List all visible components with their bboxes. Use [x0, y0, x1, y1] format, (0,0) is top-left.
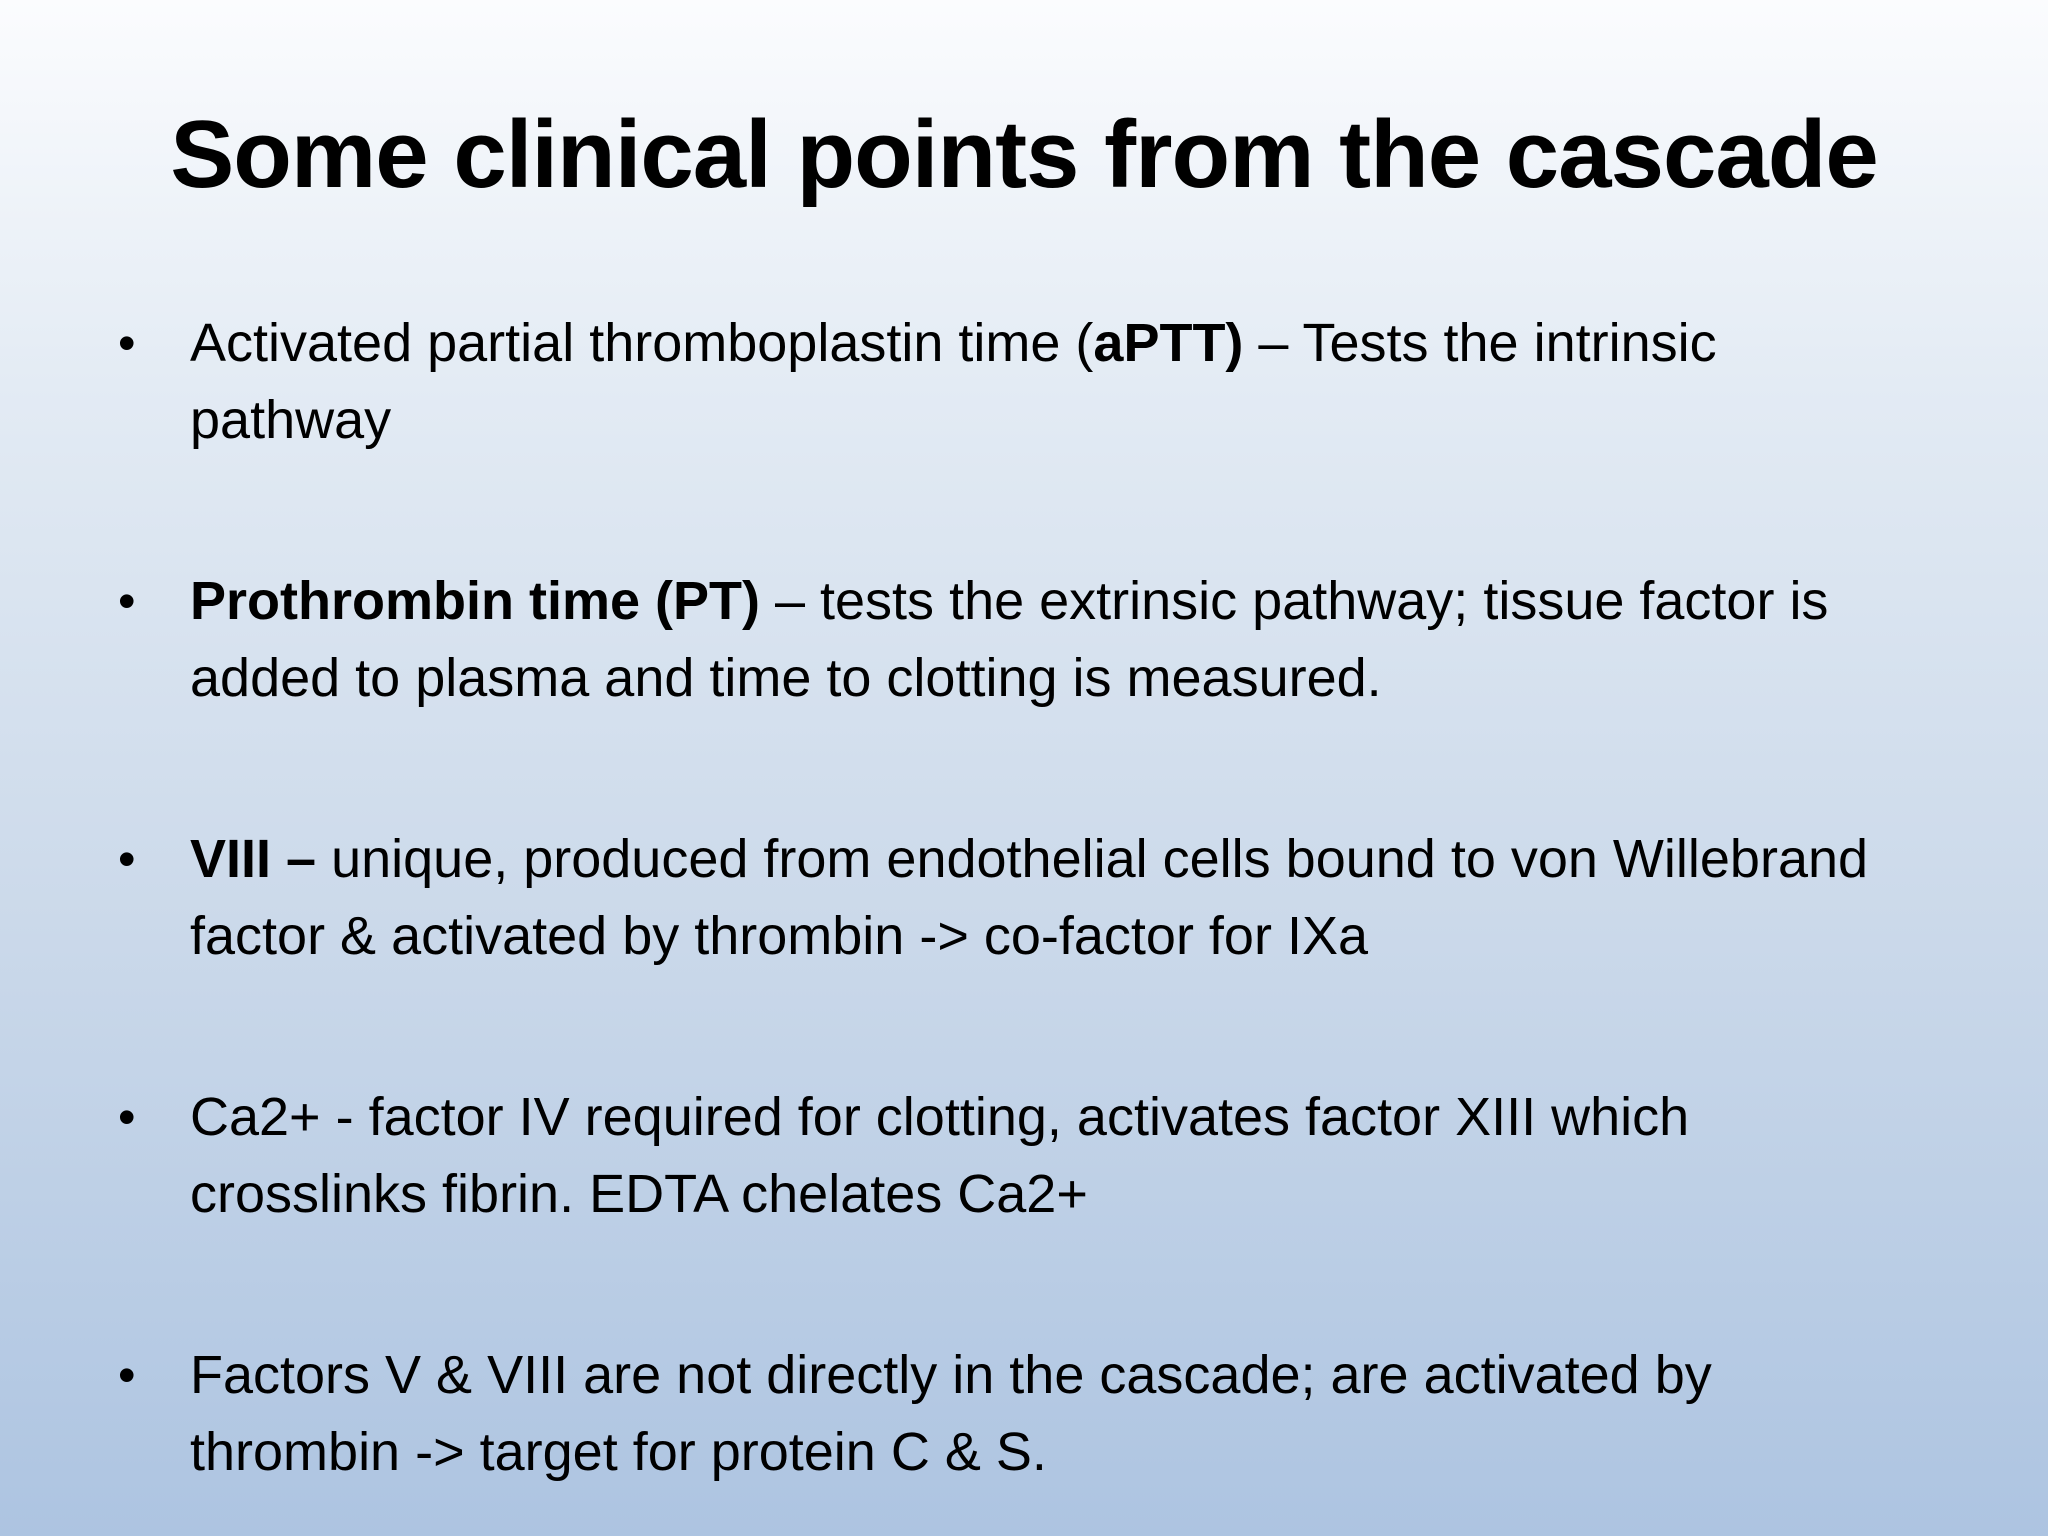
bullet-item-calcium: [118, 1079, 1918, 1233]
bullet-text: Activated partial thromboplastin time (: [190, 313, 1094, 373]
bullet-text: Factors V & VIII are not directly in the cascade; are activated by thrombin -> target for protein C & S.: [190, 1345, 1712, 1482]
bullet-text: Ca2+ - factor IV required for clotting, activates factor XIII which crosslinks fibrin. EDTA chelates Ca2+: [190, 1087, 1690, 1224]
bullet-text: – Tests the intrinsic pathway: [190, 313, 1717, 450]
bullet-item-aptt: [118, 305, 1918, 459]
bullet-item-pt: [118, 563, 1918, 717]
bullet-bold-text: aPTT): [1093, 313, 1244, 373]
slide-title: Some clinical points from the cascade: [170, 101, 1878, 208]
bullet-text: – tests the extrinsic pathway; tissue factor is added to plasma and time to clotting is measured.: [190, 571, 1829, 708]
bullet-text: unique, produced from endothelial cells bound to von Willebrand factor & activated by thrombin -> co-factor for IXa: [190, 829, 1869, 966]
bullet-dot-icon: •: [118, 573, 136, 629]
bullet-dot-icon: •: [118, 831, 136, 887]
bullet-bold-text: VIII –: [190, 829, 317, 889]
bullet-list: [118, 305, 1918, 1491]
bullet-dot-icon: •: [118, 315, 136, 371]
bullet-dot-icon: •: [118, 1347, 136, 1403]
bullet-item-factors-v-viii: [118, 1337, 1918, 1491]
bullet-dot-icon: •: [118, 1089, 136, 1145]
bullet-bold-text: Prothrombin time (PT): [190, 571, 760, 631]
bullet-item-viii: [118, 821, 1918, 975]
